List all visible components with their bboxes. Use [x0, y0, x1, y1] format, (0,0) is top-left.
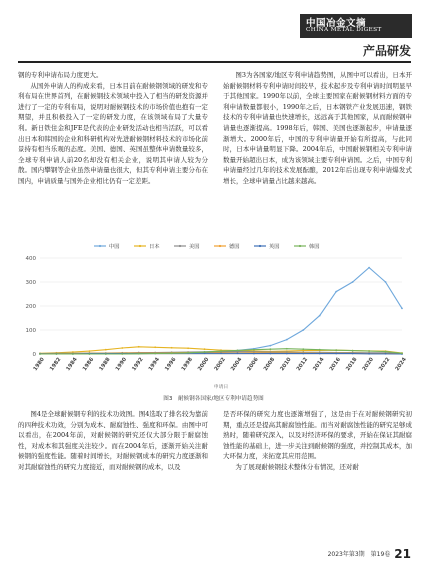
x-tick-label: 2012 — [295, 356, 310, 373]
data-point — [319, 349, 321, 351]
data-point — [401, 308, 403, 310]
x-tick-label: 1990 — [114, 356, 129, 373]
x-tick-label: 2016 — [328, 356, 343, 373]
x-tick-label: 2024 — [394, 356, 408, 373]
data-point — [319, 315, 321, 317]
data-point — [286, 339, 288, 341]
page-footer — [328, 547, 411, 561]
x-tick-label: 2022 — [378, 356, 392, 373]
data-point — [368, 350, 370, 352]
left-column-bottom — [18, 409, 208, 473]
x-tick-label: 2002 — [213, 356, 227, 373]
data-point — [105, 349, 107, 351]
data-point — [335, 349, 337, 351]
figure-caption: 图3 耐候钢各国家/地区专利申请趋势图 — [163, 396, 264, 402]
patent-trend-chart — [18, 238, 410, 393]
data-point — [88, 350, 90, 352]
data-point — [385, 353, 387, 355]
data-point — [56, 353, 58, 355]
data-point — [171, 347, 173, 349]
y-tick-label: 100 — [25, 328, 36, 334]
data-point — [154, 346, 156, 348]
left-column-top — [18, 70, 208, 187]
x-tick-label: 1984 — [65, 356, 79, 373]
journal-title-en: CHINA METAL DIGEST — [306, 27, 382, 33]
data-point — [368, 267, 370, 269]
data-point — [187, 352, 189, 354]
data-point — [302, 348, 304, 350]
x-tick-label: 1986 — [81, 356, 96, 373]
legend-marker — [299, 245, 301, 247]
series-line-中国 — [40, 268, 402, 354]
x-tick-label: 1982 — [48, 356, 63, 373]
x-tick-label: 1998 — [180, 356, 194, 373]
data-point — [269, 353, 271, 355]
journal-title-cn: 中国冶金文摘 — [306, 18, 367, 29]
data-point — [352, 281, 354, 283]
x-tick-label: 2006 — [246, 356, 260, 373]
right-column-top — [223, 70, 412, 187]
x-tick-label: 2004 — [229, 356, 244, 373]
header-rule — [18, 61, 411, 63]
page-number: 21 — [394, 547, 411, 561]
data-point — [121, 353, 123, 355]
legend-label: 美国 — [189, 244, 200, 250]
data-point — [105, 353, 107, 355]
legend-marker — [259, 245, 261, 247]
data-point — [401, 352, 403, 354]
data-point — [269, 348, 271, 350]
x-axis-label: 申请日 — [213, 385, 229, 390]
legend-marker — [219, 245, 221, 247]
data-point — [204, 348, 206, 350]
data-point — [138, 353, 140, 355]
data-point — [385, 351, 387, 353]
data-point — [253, 353, 255, 355]
data-point — [237, 350, 239, 352]
x-tick-label: 1996 — [164, 356, 178, 373]
data-point — [368, 353, 370, 355]
legend-marker — [139, 245, 141, 247]
data-point — [171, 352, 173, 354]
legend-marker — [99, 245, 101, 247]
x-tick-label: 1988 — [98, 356, 112, 373]
x-tick-label: 2010 — [279, 356, 293, 373]
y-tick-label: 200 — [25, 304, 36, 310]
paragraph: 为了展现耐候钢技术整体分布情况，还对耐 — [235, 462, 359, 471]
data-point — [204, 351, 206, 353]
data-point — [335, 353, 337, 355]
data-point — [286, 348, 288, 350]
legend-label: 日本 — [149, 244, 160, 250]
data-point — [88, 353, 90, 355]
data-point — [237, 352, 239, 354]
data-point — [253, 349, 255, 351]
x-tick-label: 2014 — [312, 356, 326, 373]
right-column-bottom — [223, 409, 412, 473]
y-tick-label: 0 — [32, 352, 36, 358]
x-tick-label: 1992 — [131, 356, 145, 373]
legend-label: 韩国 — [309, 244, 320, 250]
x-tick-label: 2000 — [197, 356, 211, 373]
issue-info: 2023年第3期 第19卷 — [327, 551, 391, 558]
data-point — [352, 353, 354, 355]
data-point — [302, 353, 304, 355]
x-tick-label: 2018 — [345, 356, 359, 373]
y-tick-label: 400 — [25, 256, 36, 262]
x-tick-label: 1994 — [147, 356, 162, 373]
data-point — [72, 353, 74, 355]
x-tick-label: 2020 — [361, 356, 375, 373]
legend-marker — [179, 245, 181, 247]
legend-label: 德国 — [229, 244, 240, 250]
section-title: 产品研发 — [362, 44, 411, 58]
x-tick-label: 1980 — [32, 356, 46, 373]
legend-label: 英国 — [269, 244, 280, 250]
y-tick-label: 300 — [25, 280, 36, 286]
data-point — [187, 347, 189, 349]
paragraph: 图3为各国家/地区专利申请趋势图，从图中可以看出，日本开始耐候钢材料专利申请时间较早，技术起步及专利申请时间明显早于其他国家。1990年以前，全球主要国家在耐候钢材料方面的专利申请数量都很小，1990年之后，日本钢铁产业发展迅速，钢铁技术的专利申请量也快速增长，远远高于其他国家，从而耐候钢申请量也逐渐提高。1998年后，韩国、美国也逐渐起步，申请量逐渐增大。2000年后，中国的专利申请量开始有所提高，与此同时，日本申请量明显下降。2004年后，中国耐候钢相关专利申请数量开始超出日本，成为该领域主要专利申请国。之后，中国专利申请量经过几年的技术发展酝酿，2012年后出现专利申请爆发式增长，全球申请量占比越来越高。 — [223, 71, 412, 185]
data-point — [121, 347, 123, 349]
paragraph: 从国外申请人的构成来看，日本目前在耐候钢领域的研发和专利布局在世界首列，在耐候钢技术领域中投入了相当的研发资源并进行了一定的专利布局，说明对耐候钢技术的市场价值也抱有一定期望，并且积极投入了一定的研发力度，在该领域布局了大量专利。新日铁住金和JFE是代表的企业研发活动也相当活跃，可以看出日本和韩国的企业和科研机构对先进耐候钢材料技术的市场化前景持有相当乐观的态度。美国、德国、英国虽整体申请数量较多，全球专利申请人前20名却没有相关企业，说明其申请人较为分散。国内攀钢等企业虽然申请量也很大，但其专利申请主要分布在国内，申请质量与国外企业相比仍有一定差距。 — [18, 81, 208, 185]
data-point — [319, 353, 321, 355]
data-point — [286, 353, 288, 355]
data-point — [302, 329, 304, 331]
paragraph: 图4是全球耐候钢专利的技术功效图。图4选取了排名较为靠前的四种技术功效，分别为成本、耐腐蚀性、强度和环保。由图中可以看出，在2004年前，对耐候钢的研究还仅大部分限于耐腐蚀性，对成本和其强度关注较少。而在2004年后，逐渐开始关注耐候钢的强度性能。随着时间增长，对耐候钢成本的研究力度逐渐和对其耐腐蚀性的研究力度接近，而对耐候钢的成本，以及 — [18, 410, 208, 471]
data-point — [352, 350, 354, 352]
paragraph: 钢的专利申请布局力度更大。 — [18, 71, 103, 79]
data-point — [335, 291, 337, 293]
data-point — [220, 350, 222, 352]
paragraph: 是否环保的研究力度也逐渐增强了，这是由于在对耐候钢研究初期，重点还是提高其耐腐蚀性能。而当对耐腐蚀性能的研究足够成熟时，随着研究深入，以及对经济环保的要求，开始在保证其耐腐蚀性能的基础上，进一步关注到耐候钢的强度，并控制其成本，加大环保力度，来拓宽其应用范围。 — [223, 410, 412, 461]
data-point — [385, 281, 387, 283]
legend-label: 中国 — [109, 244, 120, 250]
data-point — [138, 346, 140, 348]
x-tick-label: 2008 — [262, 356, 277, 373]
data-point — [220, 352, 222, 354]
data-point — [39, 353, 41, 355]
data-point — [269, 345, 271, 347]
data-point — [154, 353, 156, 355]
